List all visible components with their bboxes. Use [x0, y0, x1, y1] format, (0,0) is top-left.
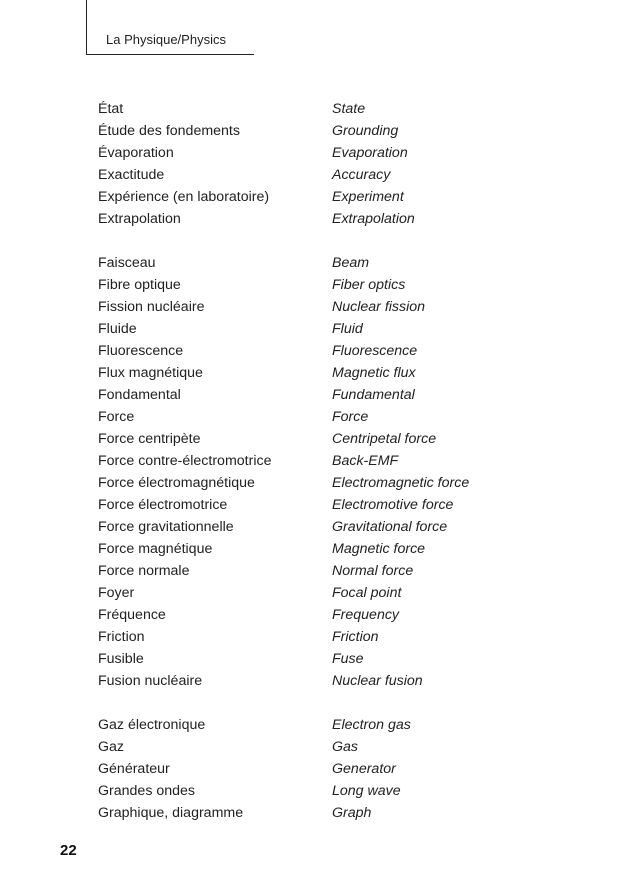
glossary-section [98, 714, 538, 824]
english-term: Long wave [332, 783, 401, 799]
glossary-entry [98, 648, 538, 670]
glossary-entry [98, 98, 538, 120]
english-term: Generator [332, 761, 396, 777]
glossary-section [98, 98, 538, 230]
english-term: Normal force [332, 563, 414, 579]
english-term: Gravitational force [332, 519, 448, 535]
french-term: Force magnétique [98, 541, 213, 557]
glossary-entry [98, 208, 538, 230]
french-term: Grandes ondes [98, 783, 196, 799]
glossary-entry [98, 736, 538, 758]
english-term: Fluorescence [332, 343, 418, 359]
french-term: Fission nucléaire [98, 299, 205, 315]
french-term: Faisceau [98, 255, 156, 271]
french-term: Générateur [98, 761, 170, 777]
french-term: Force [98, 409, 135, 425]
english-term: Accuracy [332, 167, 391, 183]
english-term: Electromotive force [332, 497, 454, 513]
english-term: Grounding [332, 123, 399, 139]
french-term: Fusion nucléaire [98, 673, 203, 689]
french-term: Fusible [98, 651, 144, 667]
glossary-entry [98, 274, 538, 296]
english-term: State [332, 101, 366, 117]
french-term: Gaz [98, 739, 125, 755]
french-term: Gaz électronique [98, 717, 206, 733]
glossary-entry [98, 296, 538, 318]
english-term: Magnetic flux [332, 365, 416, 381]
glossary-entry [98, 714, 538, 736]
glossary-entry [98, 780, 538, 802]
glossary-section [98, 252, 538, 692]
glossary-entry [98, 186, 538, 208]
glossary-entry [98, 670, 538, 692]
glossary-entry [98, 406, 538, 428]
glossary-entry [98, 428, 538, 450]
french-term: Force gravitationnelle [98, 519, 234, 535]
french-term: Force électromagnétique [98, 475, 255, 491]
english-term: Electron gas [332, 717, 411, 733]
english-term: Fuse [332, 651, 364, 667]
glossary-entry [98, 318, 538, 340]
header-rule-vertical [86, 0, 87, 55]
glossary-entry [98, 626, 538, 648]
english-term: Back-EMF [332, 453, 399, 469]
french-term: Fréquence [98, 607, 166, 623]
glossary-entry [98, 362, 538, 384]
english-term: Extrapolation [332, 211, 415, 227]
french-term: Étude des fondements [98, 123, 240, 139]
glossary-entry [98, 472, 538, 494]
french-term: Graphique, diagramme [98, 805, 244, 821]
french-term: Friction [98, 629, 145, 645]
french-term: Expérience (en laboratoire) [98, 189, 270, 205]
french-term: Fibre optique [98, 277, 181, 293]
glossary-entry [98, 252, 538, 274]
english-term: Focal point [332, 585, 402, 601]
glossary-entry [98, 450, 538, 472]
english-term: Gas [332, 739, 359, 755]
french-term: Force normale [98, 563, 190, 579]
glossary-entry [98, 494, 538, 516]
english-term: Nuclear fusion [332, 673, 423, 689]
glossary-entry [98, 340, 538, 362]
english-term: Fundamental [332, 387, 415, 403]
glossary-entry [98, 802, 538, 824]
english-term: Fiber optics [332, 277, 406, 293]
glossary-entry [98, 120, 538, 142]
english-term: Frequency [332, 607, 400, 623]
english-term: Centripetal force [332, 431, 437, 447]
french-term: Foyer [98, 585, 135, 601]
glossary-entry [98, 758, 538, 780]
french-term: Fluide [98, 321, 137, 337]
english-term: Experiment [332, 189, 404, 205]
french-term: Évaporation [98, 145, 174, 161]
french-term: Flux magnétique [98, 365, 203, 381]
french-term: Force contre-électromotrice [98, 453, 272, 469]
header-rule-horizontal [86, 54, 254, 55]
glossary-entry [98, 516, 538, 538]
glossary-entry [98, 538, 538, 560]
glossary-entry [98, 142, 538, 164]
french-term: Fluorescence [98, 343, 184, 359]
glossary-entry [98, 164, 538, 186]
glossary-entry [98, 582, 538, 604]
english-term: Nuclear fission [332, 299, 426, 315]
english-term: Force [332, 409, 369, 425]
page-number: 22 [60, 842, 77, 859]
english-term: Electromagnetic force [332, 475, 470, 491]
french-term: Extrapolation [98, 211, 181, 227]
french-term: Force électromotrice [98, 497, 228, 513]
english-term: Evaporation [332, 145, 408, 161]
running-header-title: La Physique/Physics [106, 32, 226, 47]
french-term: Fondamental [98, 387, 181, 403]
english-term: Graph [332, 805, 372, 821]
glossary-entry [98, 560, 538, 582]
english-term: Friction [332, 629, 379, 645]
glossary-entry [98, 384, 538, 406]
glossary-entry [98, 604, 538, 626]
french-term: Force centripète [98, 431, 201, 447]
english-term: Beam [332, 255, 370, 271]
glossary [98, 98, 538, 846]
english-term: Magnetic force [332, 541, 426, 557]
french-term: Exactitude [98, 167, 165, 183]
french-term: État [98, 101, 124, 117]
english-term: Fluid [332, 321, 363, 337]
